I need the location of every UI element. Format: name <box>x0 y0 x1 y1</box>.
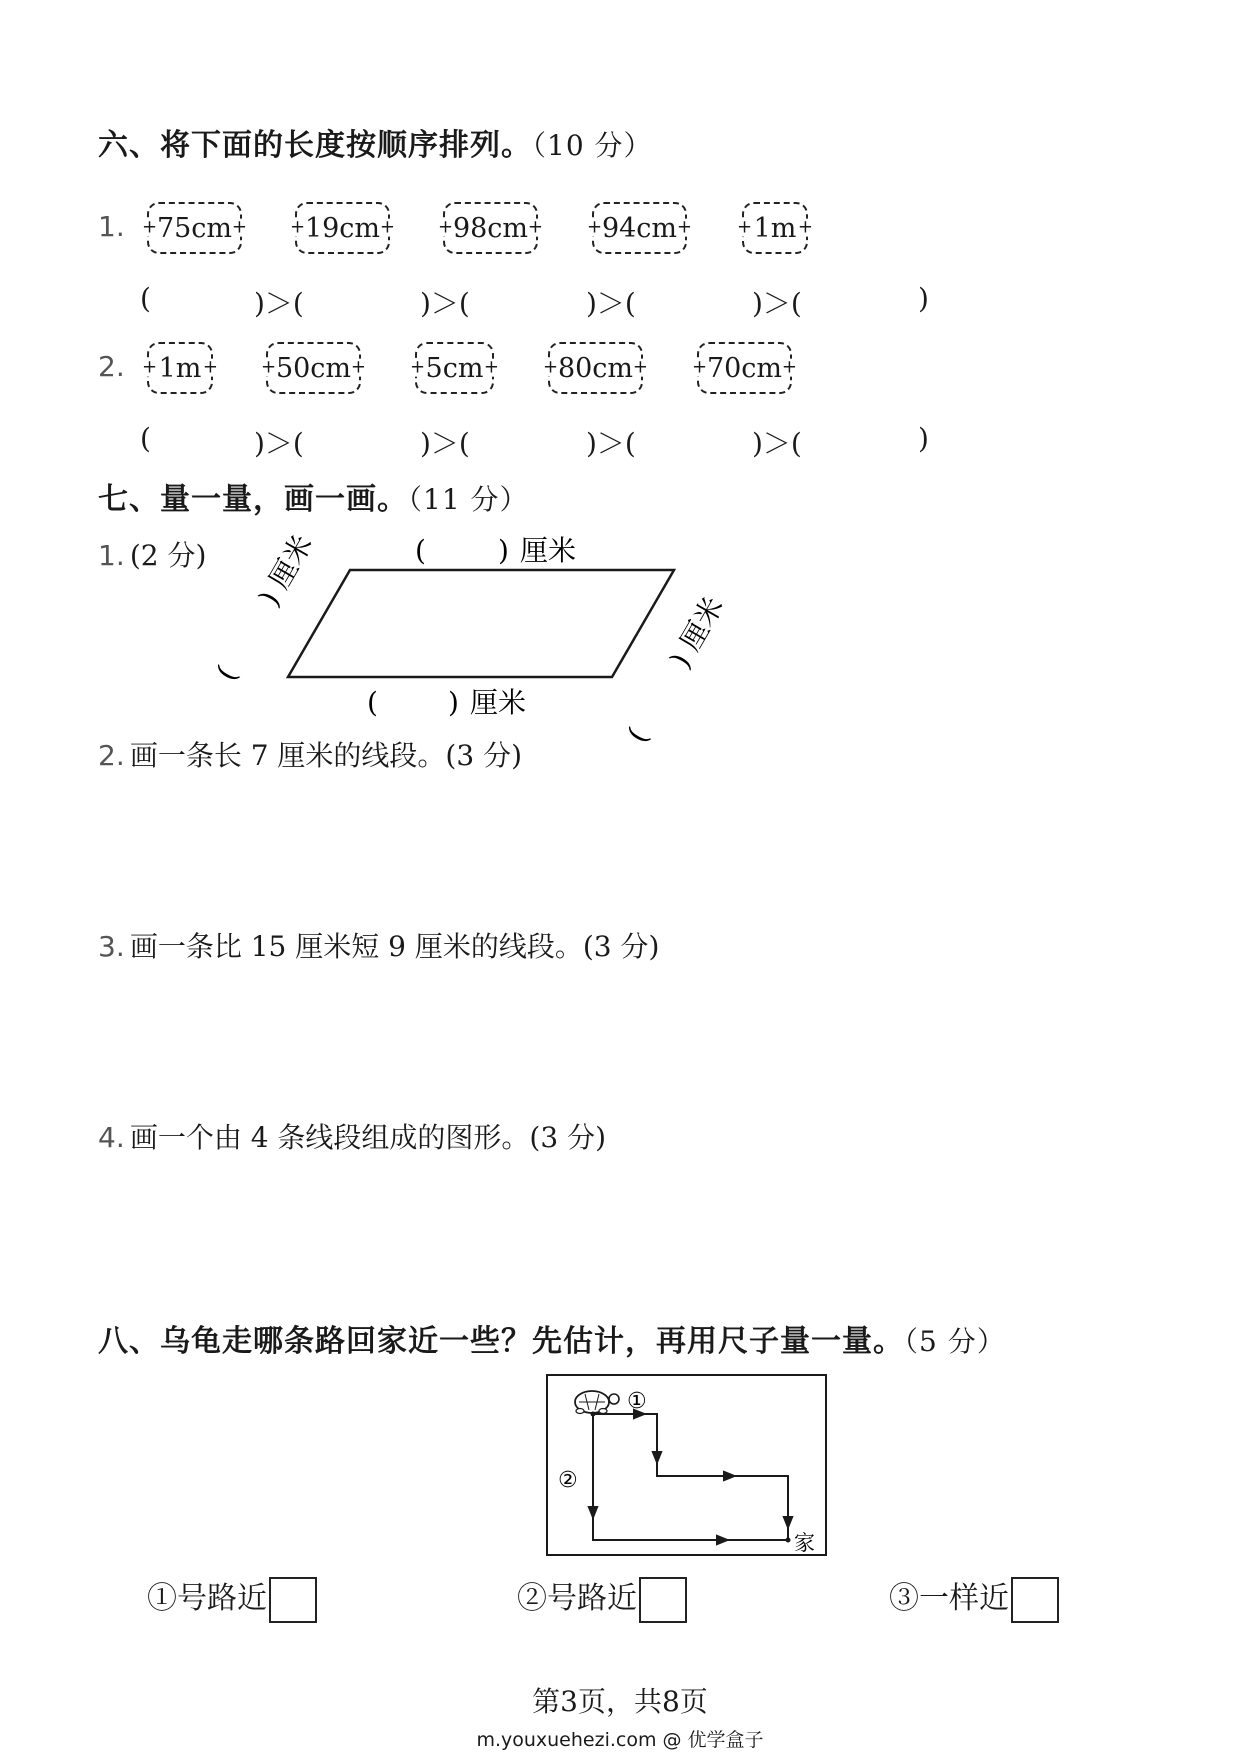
q6-2-number: 2. <box>98 350 125 383</box>
q7-4-text: 画一个由 4 条线段组成的图形。(3 分) <box>129 1121 606 1154</box>
greater-than: )＞( <box>752 287 802 320</box>
q7-3-number: 3. <box>98 930 125 963</box>
top-side-close-paren: ) <box>498 534 509 567</box>
length-card: + 50cm + <box>266 342 361 394</box>
greater-than: )＞( <box>254 427 304 460</box>
length-card: + 70cm + <box>697 342 792 394</box>
section7-title: 七、量一量，画一画。 <box>98 482 408 517</box>
parallelogram-figure <box>0 0 1240 760</box>
q7-1-text: (2 分) <box>129 539 207 572</box>
option-route2-checkbox[interactable] <box>639 1577 687 1623</box>
turtle-icon <box>575 1391 619 1414</box>
close-paren: ) <box>918 422 929 455</box>
bottom-side-unit: 厘米 <box>470 686 527 719</box>
length-card: + 75cm + <box>147 202 242 254</box>
turtle-route-map <box>545 1373 830 1558</box>
q7-2-number: 2. <box>98 739 125 772</box>
option-same <box>889 1573 1059 1623</box>
greater-than: )＞( <box>420 287 470 320</box>
greater-than: )＞( <box>752 427 802 460</box>
length-card: + 80cm + <box>548 342 643 394</box>
length-card: + 19cm + <box>295 202 390 254</box>
top-side-unit: 厘米 <box>520 534 577 567</box>
bottom-side-close-paren: ) <box>448 686 459 719</box>
q7-4 <box>98 1116 606 1156</box>
right-side-unit: 厘米 <box>673 591 731 657</box>
left-side-unit: 厘米 <box>262 529 320 595</box>
left-side-open-paren: ( <box>209 660 244 687</box>
greater-than: )＞( <box>586 287 636 320</box>
right-side-close-paren: ) <box>663 647 698 674</box>
section7-points: （11 分） <box>408 483 529 516</box>
left-side-close-paren: ) <box>252 585 287 612</box>
length-card: + 1m + <box>742 202 808 254</box>
route2-label: ② <box>558 1468 578 1493</box>
page-number: 第3页，共8页 <box>532 1685 708 1718</box>
bottom-side-open-paren: ( <box>367 686 378 719</box>
option-route1 <box>147 1573 317 1623</box>
option-same-label: ③一样近 <box>889 1581 1009 1616</box>
greater-than: )＞( <box>420 427 470 460</box>
parallelogram-shape <box>288 570 674 677</box>
close-paren: ) <box>918 282 929 315</box>
section8-heading <box>98 1316 1006 1360</box>
route1-path <box>593 1414 788 1540</box>
section8-title: 八、乌龟走哪条路回家近一些？先估计，再用尺子量一量。 <box>98 1324 904 1359</box>
open-paren: ( <box>140 282 151 315</box>
q7-2 <box>98 734 522 774</box>
route1-label: ① <box>627 1389 647 1414</box>
option-route1-checkbox[interactable] <box>269 1577 317 1623</box>
greater-than: )＞( <box>586 427 636 460</box>
home-point <box>786 1538 791 1543</box>
home-label: 家 <box>794 1531 815 1555</box>
section6-title: 六、将下面的长度按顺序排列。 <box>98 128 532 163</box>
option-route2-label: ②号路近 <box>517 1581 637 1616</box>
open-paren: ( <box>140 422 151 455</box>
q7-4-number: 4. <box>98 1121 125 1154</box>
length-card: + 98cm + <box>443 202 538 254</box>
q7-3 <box>98 925 659 965</box>
section8-points: （5 分） <box>904 1325 1006 1358</box>
right-side-open-paren: ( <box>620 722 655 749</box>
start-point <box>591 1412 596 1417</box>
option-route1-label: ①号路近 <box>147 1581 267 1616</box>
length-card: + 94cm + <box>592 202 687 254</box>
q7-3-text: 画一条比 15 厘米短 9 厘米的线段。(3 分) <box>129 930 660 963</box>
length-card: + 5cm + <box>415 342 494 394</box>
section6-points: （10 分） <box>532 129 653 162</box>
q6-1-number: 1. <box>98 210 125 243</box>
q7-1-number: 1. <box>98 539 125 572</box>
top-side-open-paren: ( <box>415 534 426 567</box>
option-route2 <box>517 1573 687 1623</box>
q7-2-text: 画一条长 7 厘米的线段。(3 分) <box>129 739 522 772</box>
length-card: + 1m + <box>147 342 213 394</box>
option-same-checkbox[interactable] <box>1011 1577 1059 1623</box>
site-watermark: m.youxuehezi.com @ 优学盒子 <box>476 1729 764 1751</box>
greater-than: )＞( <box>254 287 304 320</box>
